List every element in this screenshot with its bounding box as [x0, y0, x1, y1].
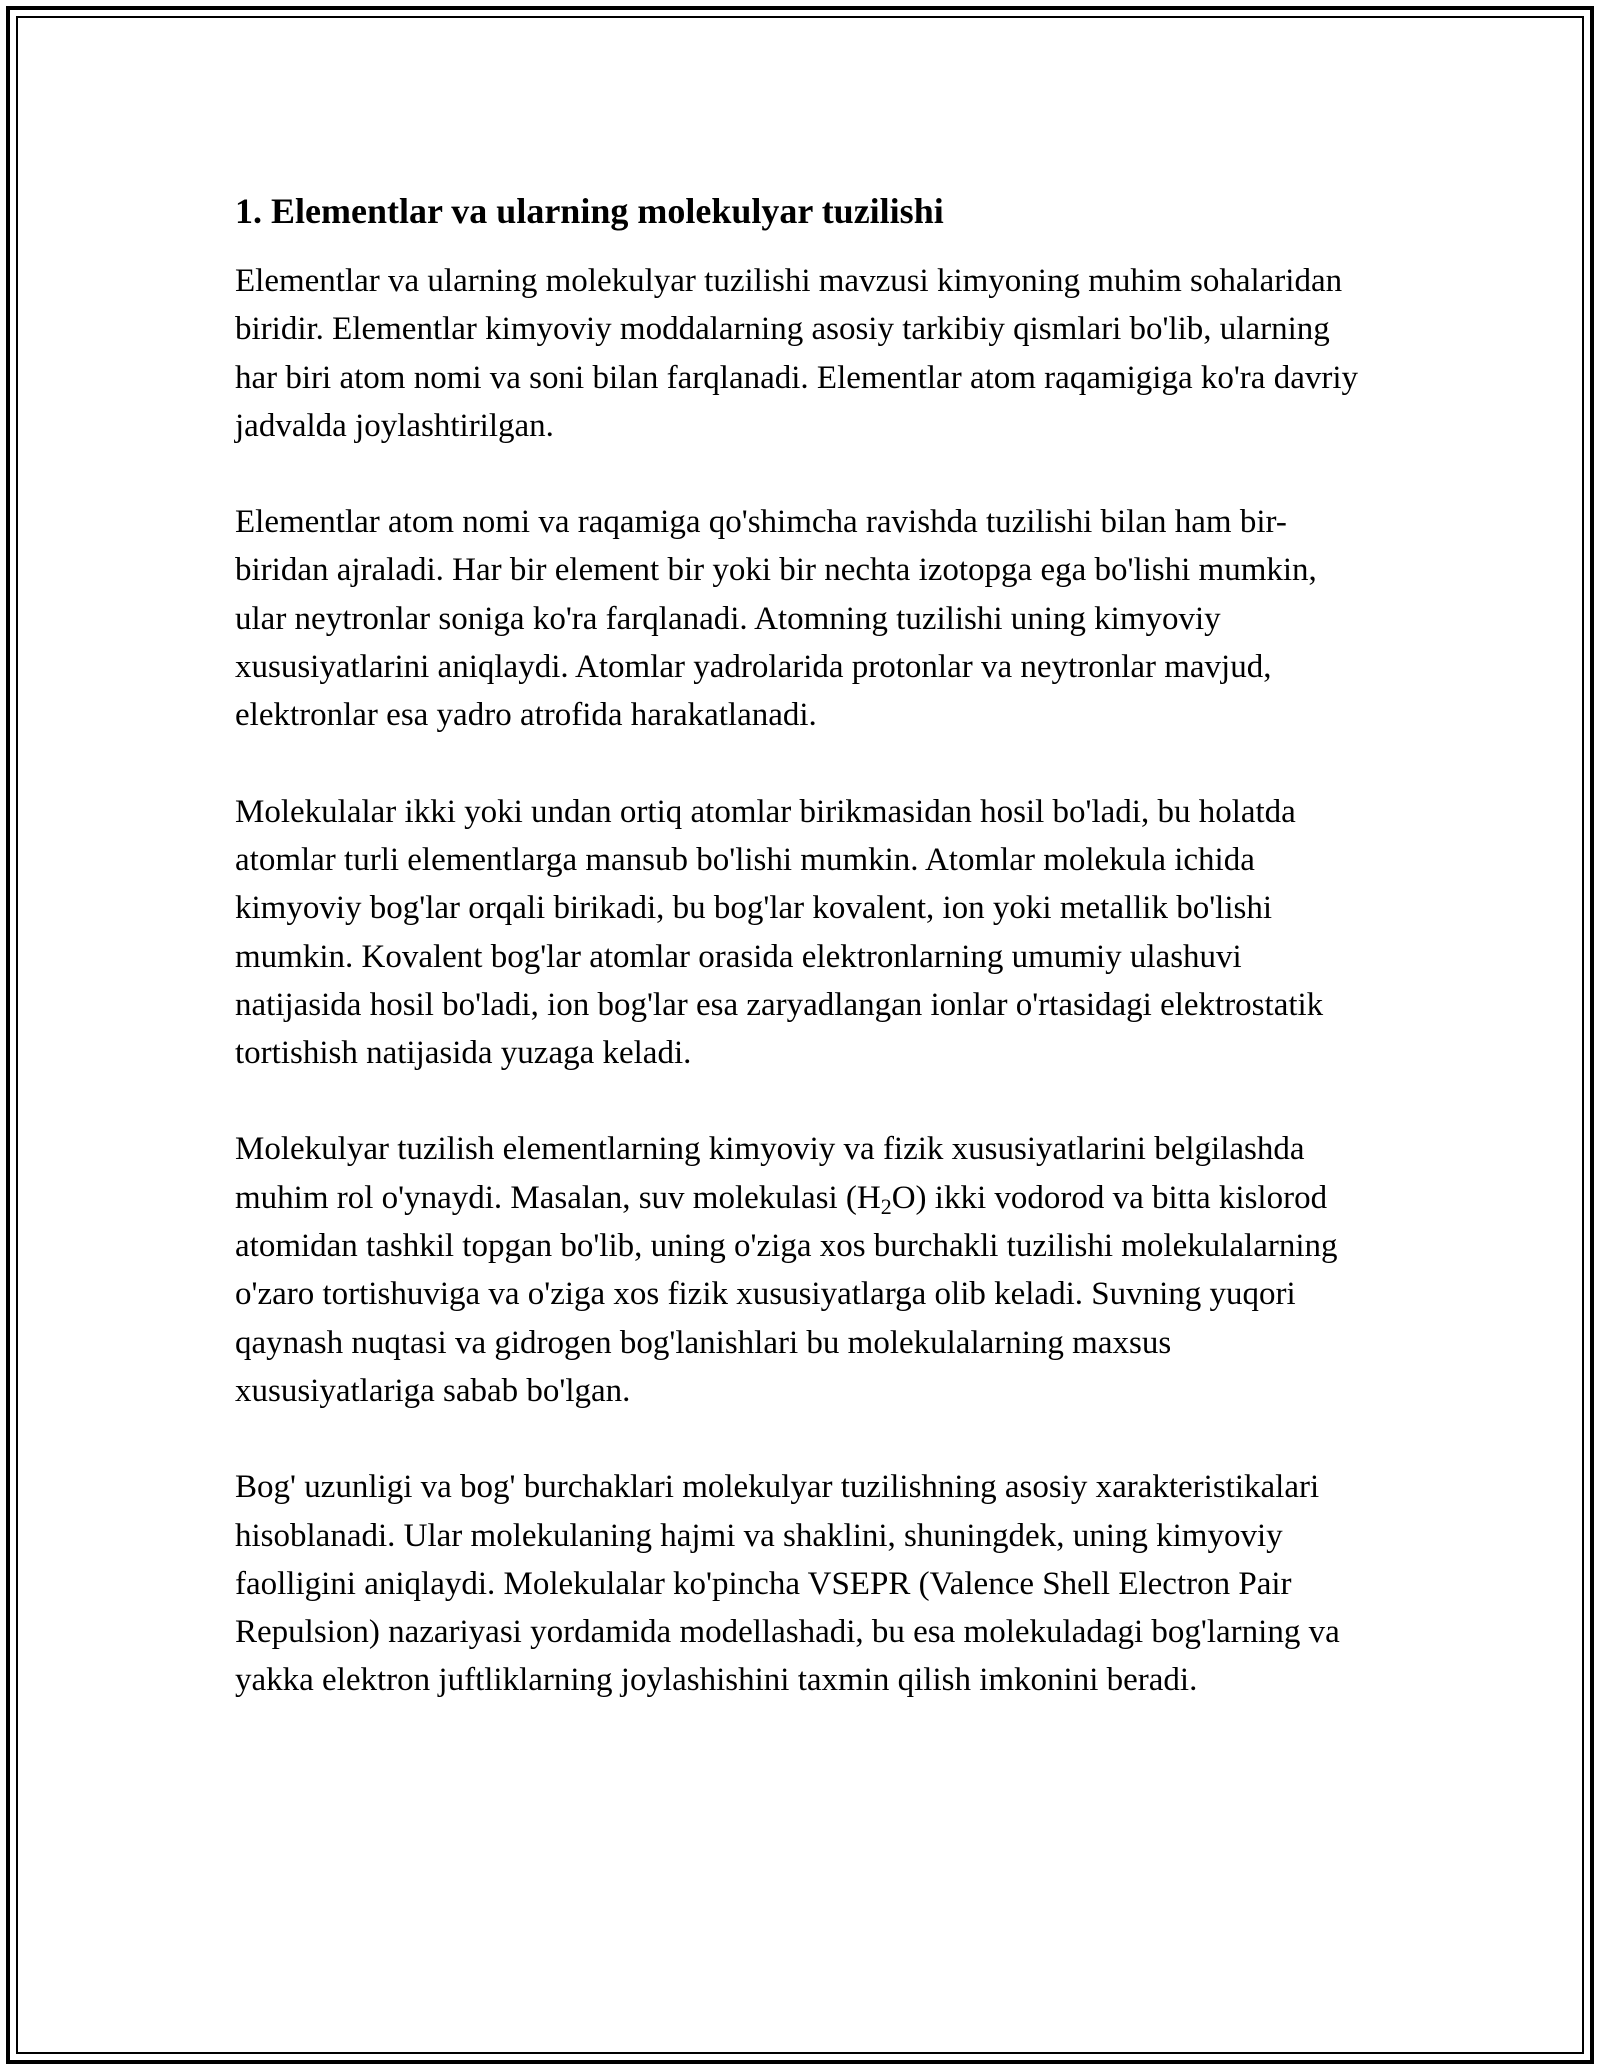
paragraph-2: Elementlar atom nomi va raqamiga qo'shimcha ravishda tuzilishi bilan ham bir-biridan ajraladi. Har bir element bir yoki bir nechta izotopga ega bo'lishi mumkin, ular neytronlar soniga ko'ra farqlanadi. Atomning tuzilishi uning kimyoviy xususiyatlarini aniqlaydi. Atomlar yadrolarida protonlar va neytronlar mavjud, elektronlar esa yadro atrofida harakatlanadi. [235, 504, 1317, 734]
paragraph-4-text-before: Molekulyar tuzilish elementlarning kimyoviy va fizik xususiyatlarini belgilashda muhim rol o'ynaydi. Masalan, suv molekulasi (H [235, 1131, 1305, 1216]
paragraph-4 [235, 1125, 1375, 1415]
paragraph-3: Molekulalar ikki yoki undan ortiq atomlar birikmasidan hosil bo'ladi, bu holatda atomlar turli elementlarga mansub bo'lishi mumkin. Atomlar molekula ichida kimyoviy bog'lar orqali birikadi, bu bog'lar kovalent, ion yoki metallik bo'lishi mumkin. Kovalent bog'lar atomlar orasida elektronlarning umumiy ulashuvi natijasida hosil bo'ladi, ion bog'lar esa zaryadlangan ionlar o'rtasidagi elektrostatik tortishish natijasida yuzaga keladi. [235, 793, 1324, 1072]
paragraph-5: Bog' uzunligi va bog' burchaklari molekulyar tuzilishning asosiy xarakteristikalari hisoblanadi. Ular molekulaning hajmi va shaklini, shuningdek, uning kimyoviy faolligini aniqlaydi. Molekulalar ko'pincha VSEPR (Valence Shell Electron Pair Repulsion) nazariyasi yordamida modellashadi, bu esa molekuladagi bog'larning va yakka elektron juftliklarning joylashishini taxmin qilish imkonini beradi. [235, 1469, 1340, 1699]
section-title: 1. Elementlar va ularning molekulyar tuzilishi [235, 191, 944, 231]
water-formula-subscript: 2 [880, 1193, 892, 1219]
paragraph-4-text-after: O) ikki vodorod va bitta kislorod atomidan tashkil topgan bo'lib, uning o'ziga xos burchakli tuzilishi molekulalarning o'zaro tortishuviga va o'ziga xos fizik xususiyatlarga olib keladi. Suvning yuqori qaynash nuqtasi va gidrogen bog'lanishlari bu molekulalarning maxsus xususiyatlariga sabab bo'lgan. [235, 1179, 1338, 1409]
document-body [235, 185, 1375, 1753]
paragraph-1: Elementlar va ularning molekulyar tuzilishi mavzusi kimyoning muhim sohalaridan biridir. Elementlar kimyoviy moddalarning asosiy tarkibiy qismlari bo'lib, ularning har biri atom nomi va soni bilan farqlanadi. Elementlar atom raqamigiga ko'ra davriy jadvalda joylashtirilgan. [235, 263, 1358, 444]
